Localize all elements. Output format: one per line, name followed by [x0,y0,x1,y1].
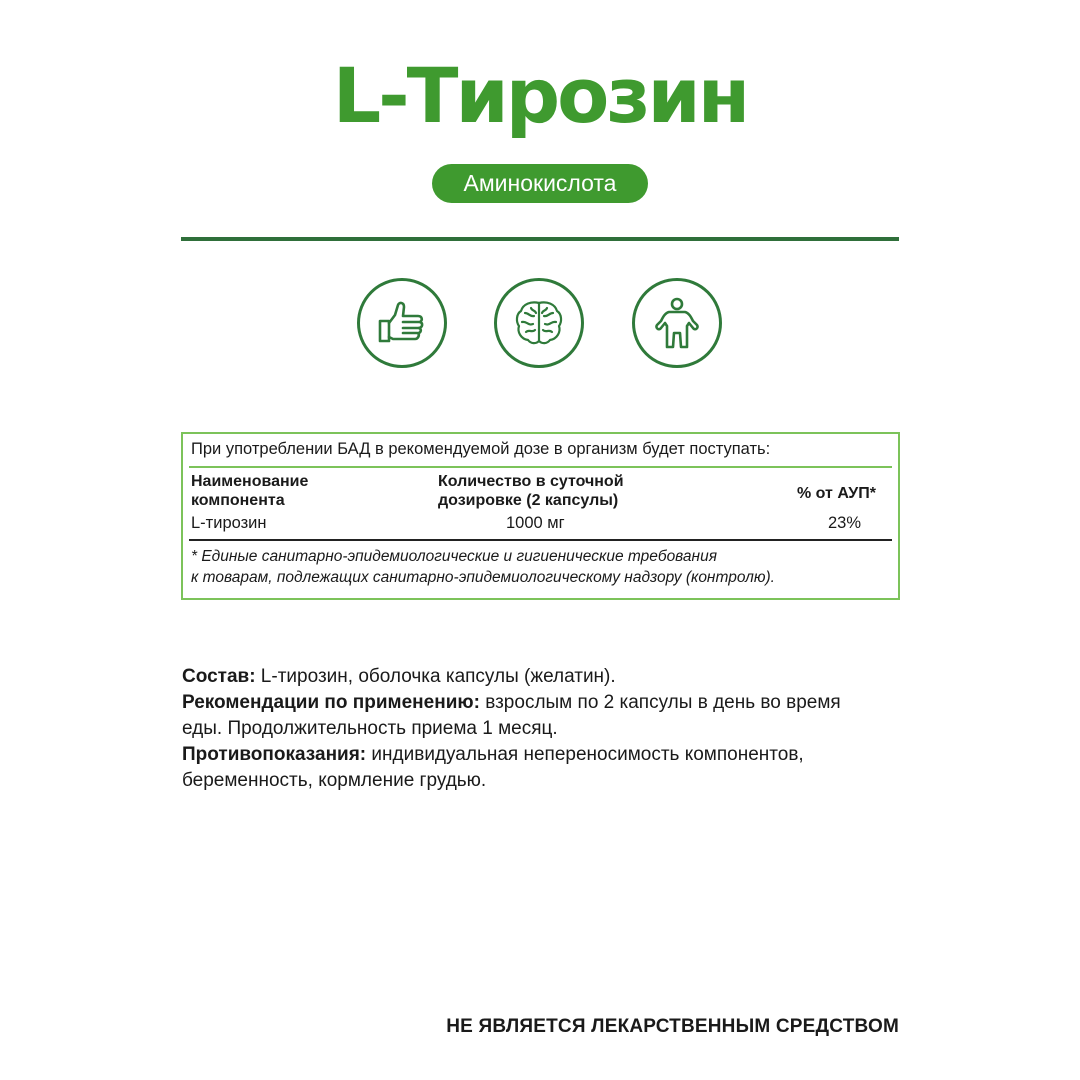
table-cell-component: L-тирозин [191,514,267,532]
product-info [182,664,902,794]
table-header-divider [189,466,892,468]
strong-person-icon [632,278,722,368]
product-title: L-Тирозин [332,51,748,140]
table-footnote: * Единые санитарно-эпидемиологические и гигиенические требования к товарам, подлежащих санитарно-эпидемиологическому надзору (контролю). [191,548,775,586]
table-footer-divider [189,539,892,541]
composition-paragraph: Состав: L-тирозин, оболочка капсулы (желатин). [182,666,616,687]
contraindications-paragraph: Противопоказания: индивидуальная непереносимость компонентов, беременность, кормление грудью. [182,744,804,791]
disclaimer-text: НЕ ЯВЛЯЕТСЯ ЛЕКАРСТВЕННЫМ СРЕДСТВОМ [446,1016,899,1037]
table-cell-amount: 1000 мг [506,514,565,532]
table-cell-percent: 23% [828,514,862,532]
column-header-amount: Количество в суточной дозировке (2 капсулы) [438,473,624,509]
recommendations-paragraph: Рекомендации по применению: взрослым по 2 капсулы в день во время еды. Продолжительность приема 1 месяц. [182,692,841,739]
category-badge: Аминокислота [432,164,648,203]
thumbs-up-icon [357,278,447,368]
table-intro: При употреблении БАД в рекомендуемой дозе в организм будет поступать: [191,440,771,458]
nutrition-table [181,432,900,600]
column-header-component: Наименование компонента [191,473,309,509]
header-divider [181,237,899,241]
column-header-percent: % от АУП* [797,485,876,502]
brain-icon [494,278,584,368]
